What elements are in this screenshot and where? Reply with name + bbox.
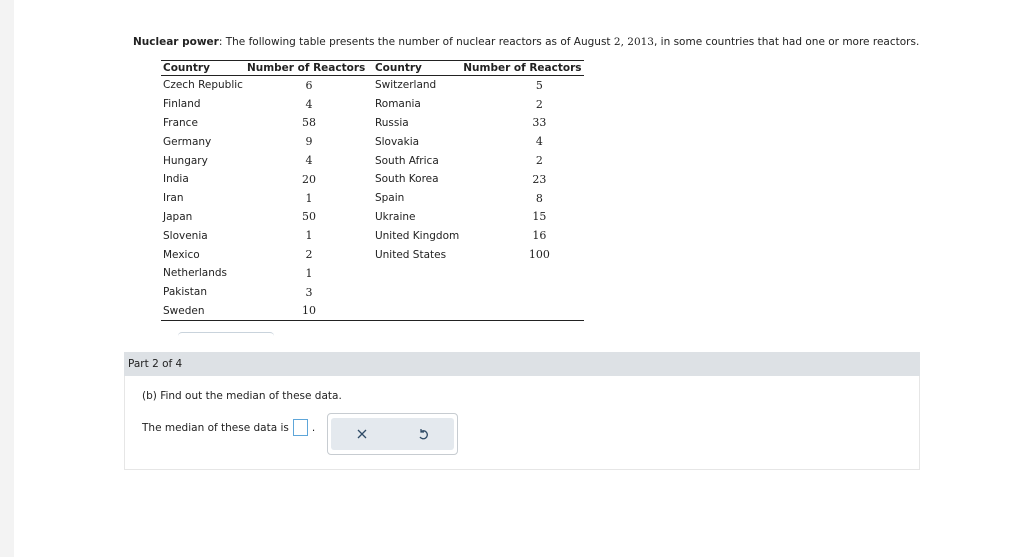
cell-country-left: Czech Republic: [163, 79, 243, 92]
cell-country-right: South Korea: [374, 173, 439, 186]
table-row: [161, 170, 584, 189]
cell-reactors-left: 4: [305, 97, 313, 111]
cell-reactors-left: 20: [301, 172, 316, 186]
table-row: [161, 95, 584, 114]
header-country-1: Country: [161, 61, 245, 76]
cell-country-right: United Kingdom: [374, 229, 460, 242]
close-icon: [356, 428, 368, 440]
table-row: [161, 283, 584, 302]
cell-country-right: [373, 283, 461, 302]
cell-reactors-left: 10: [245, 302, 373, 321]
cell-reactors-right: 100: [528, 248, 550, 262]
intro-text-1: : The following table presents the number of nuclear reactors as of August: [218, 36, 614, 48]
cell-country-right: South Africa: [374, 154, 439, 167]
cell-country-right: Ukraine: [374, 210, 416, 223]
tools-panel: [331, 418, 454, 450]
cell-reactors-right: 4: [535, 135, 543, 149]
question-text: (b) Find out the median of these data.: [142, 390, 342, 402]
answer-tools: [327, 413, 458, 455]
cell-country-left: India: [163, 173, 189, 186]
table-row: [161, 264, 584, 283]
cell-reactors-right: 2: [535, 154, 543, 168]
cell-reactors-left: 1: [305, 266, 313, 280]
cell-country-left: Netherlands: [163, 267, 228, 280]
part-label: Part 2 of 4: [128, 358, 183, 370]
cell-country-left: Iran: [163, 192, 184, 205]
intro-date: 2, 2013: [613, 36, 654, 48]
table-row: [161, 114, 584, 133]
answer-prefix: The median of these data is: [142, 421, 289, 434]
cell-reactors-right: [461, 302, 583, 321]
cell-reactors-right: 23: [532, 172, 547, 186]
cell-country-right: Switzerland: [374, 79, 437, 92]
cell-reactors-right: 33: [532, 116, 547, 130]
answer-input[interactable]: [293, 419, 308, 436]
cell-country-left: Finland: [163, 98, 201, 111]
cell-country-left: Japan: [163, 210, 193, 223]
answer-suffix: .: [311, 421, 316, 434]
cell-reactors-right: 8: [535, 191, 543, 205]
part-header: [124, 352, 920, 376]
table-body: [161, 76, 584, 321]
cell-reactors-right: [461, 283, 583, 302]
cell-country-left: Sweden: [161, 302, 245, 321]
cell-country-left: Germany: [163, 135, 212, 148]
header-reactors-2: Number of Reactors: [463, 62, 582, 74]
cell-country-right: Russia: [374, 116, 409, 129]
cell-reactors-right: 15: [532, 210, 547, 224]
cell-country-left: Pakistan: [163, 286, 207, 299]
table-row: [161, 226, 584, 245]
cell-reactors-left: 1: [305, 229, 313, 243]
cell-reactors-right: 5: [535, 78, 543, 92]
cell-reactors-left: 2: [305, 248, 313, 262]
table-row: [161, 302, 584, 321]
intro-text-2: , in some countries that had one or more reactors.: [653, 36, 920, 48]
cell-country-right: Spain: [374, 192, 405, 205]
cell-country-left: Slovenia: [163, 229, 208, 242]
undo-button[interactable]: [408, 421, 438, 447]
cell-country-right: Romania: [374, 98, 421, 111]
cell-reactors-left: 58: [301, 116, 316, 130]
cell-country-right: [373, 264, 461, 283]
cell-country-right: [373, 302, 461, 321]
cell-country-left: Hungary: [163, 154, 208, 167]
answer-line: [142, 419, 315, 436]
cell-reactors-left: 1: [305, 191, 313, 205]
cell-country-right: United States: [374, 248, 447, 261]
cell-reactors-left: 6: [305, 78, 313, 92]
table-row: [161, 76, 584, 95]
tab-stub: [178, 332, 274, 336]
problem-intro: [133, 35, 993, 49]
cell-reactors-left: 4: [305, 154, 313, 168]
table-row: [161, 208, 584, 227]
cell-reactors-right: 16: [532, 229, 547, 243]
cell-reactors-left: 9: [305, 135, 313, 149]
problem-label: Nuclear power: [133, 36, 219, 48]
table-row: [161, 189, 584, 208]
cell-country-left: France: [163, 116, 198, 129]
cell-country-right: Slovakia: [374, 135, 420, 148]
table-row: [161, 151, 584, 170]
table-header-row: [161, 61, 584, 76]
clear-button[interactable]: [347, 421, 377, 447]
table-row: [161, 245, 584, 264]
cell-reactors-left: 50: [301, 210, 316, 224]
table-row: [161, 132, 584, 151]
header-reactors-1: Number of Reactors: [245, 61, 373, 76]
cell-country-left: Mexico: [163, 248, 200, 261]
cell-reactors-right: 2: [535, 97, 543, 111]
cell-reactors-right: [461, 264, 583, 283]
header-country-2: Country: [373, 61, 461, 76]
cell-reactors-left: 3: [305, 285, 313, 299]
undo-icon: [417, 428, 430, 441]
reactors-table: [161, 60, 584, 321]
